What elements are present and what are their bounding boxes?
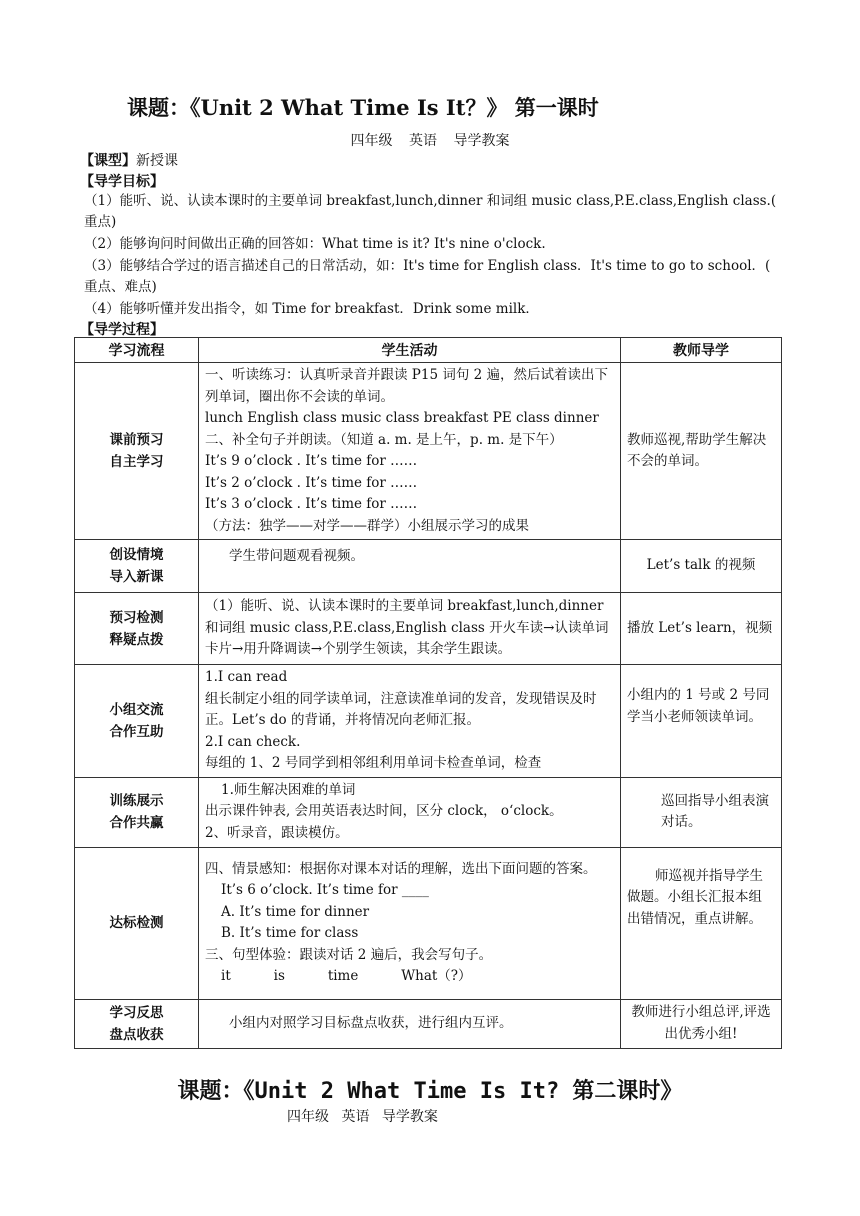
doc-type-label: 导学教案 — [381, 1109, 438, 1125]
activity-line: 2.I can check. — [205, 733, 301, 750]
activity-line: 一、听读练习：认真听录音并跟读 P15 词句 2 遍，然后试着读出下列单词，圈出你不会读的单词。 — [205, 367, 609, 405]
activity-line: It’s 2 o’clock . It’s time for …… — [205, 474, 418, 491]
activity-line: 出示课件钟表, 会用英语表达时间，区分 clock， o‘clock。 — [205, 803, 563, 820]
activity-line: It’s 6 o’clock. It’s time for ____ — [221, 882, 429, 898]
teacher-guide-cell: 小组内的 1 号或 2 号同学当小老师领读单词。 — [621, 665, 782, 778]
activity-line: 1.师生解决困难的单词 — [221, 781, 356, 798]
subtitle — [0, 130, 860, 150]
stage-line: 释疑点拨 — [109, 631, 164, 648]
header-teacher-guide: 教师导学 — [621, 338, 782, 363]
stage-line: 自主学习 — [109, 454, 164, 470]
activity-line: It’s 3 o’clock . It’s time for …… — [205, 496, 418, 512]
grade-label: 四年级 — [350, 133, 393, 149]
activity-line: 每组的 1、2 号同学到相邻组利用单词卡检查单词，检查 — [205, 755, 542, 771]
table-row — [75, 593, 782, 665]
activity-line: 2、听录音，跟读模仿。 — [205, 824, 349, 841]
table-row — [75, 665, 782, 778]
stage-cell — [75, 540, 199, 593]
stage-line: 预习检测 — [109, 609, 164, 626]
table-row — [75, 847, 782, 999]
activity-line: 学生带问题观看视频。 — [229, 548, 364, 564]
subject-label: 英语 — [409, 133, 437, 149]
table-row — [75, 999, 782, 1048]
teacher-guide-cell: 巡回指导小组表演对话。 — [621, 777, 782, 847]
student-activity-cell — [199, 665, 621, 778]
lesson-type-value: 新授课 — [136, 153, 178, 169]
goals-heading: 【导学目标】 — [80, 174, 164, 190]
grade-label: 四年级 — [287, 1109, 329, 1125]
lesson-type-label: 【课型】 — [80, 153, 136, 169]
stage-line: 小组交流 — [109, 701, 164, 718]
stage-line: 达标检测 — [109, 915, 164, 931]
stage-line: 创设情境 — [109, 547, 164, 563]
stage-cell — [75, 593, 199, 665]
stage-line: 盘点收获 — [109, 1026, 164, 1043]
student-activity-cell — [199, 540, 621, 593]
stage-line: 合作共赢 — [109, 815, 164, 831]
activity-line: lunch English class music class breakfast PE class dinner — [205, 410, 599, 426]
page-title — [127, 92, 599, 122]
header-stage: 学习流程 — [75, 338, 199, 363]
stage-cell — [75, 363, 199, 540]
lesson-type — [80, 150, 178, 170]
stage-line: 训练展示 — [109, 793, 164, 809]
header-student-activity: 学生活动 — [199, 338, 621, 363]
stage-line: 导入新课 — [109, 569, 164, 585]
student-activity-cell — [199, 999, 621, 1048]
activity-line: （方法：独学——对学——群学）小组展示学习的成果 — [205, 517, 529, 534]
stage-line: 课前预习 — [109, 432, 164, 448]
activity-line: （1）能听、说、认读本课时的主要单词 breakfast,lunch,dinner 和词组 music class,P.E.class,English class 开火车读→认读单词卡片→用升降调读→个别学生领读，其余学生跟读。 — [205, 598, 609, 658]
teacher-guide-cell: 播放 Let’s learn，视频 — [621, 593, 782, 665]
guide-table — [74, 337, 782, 1049]
student-activity-cell — [199, 593, 621, 665]
table-row — [75, 777, 782, 847]
stage-line: 学习反思 — [109, 1004, 164, 1021]
table-row — [75, 540, 782, 593]
activity-line: 四、情景感知：根据你对课本对话的理解，选出下面问题的答案。 — [205, 860, 597, 877]
activity-line: 二、补全句子并朗读。（知道 a. m. 是上午，p. m. 是下午） — [205, 431, 563, 448]
activity-line: It’s 9 o’clock . It’s time for …… — [205, 453, 418, 469]
activity-line: A. It’s time for dinner — [221, 903, 370, 920]
title-text: 课题：《Unit 2 What Time Is It？》 第一课时 — [127, 95, 599, 120]
teacher-guide-cell: 教师进行小组总评,评选出优秀小组! — [621, 999, 782, 1048]
stage-cell — [75, 847, 199, 999]
process-heading: 【导学过程】 — [80, 322, 164, 338]
activity-line: 1.I can read — [205, 669, 288, 685]
activity-line: B. It’s time for class — [221, 925, 359, 941]
teacher-guide-cell: 师巡视并指导学生做题。小组长汇报本组出错情况，重点讲解。 — [621, 847, 782, 999]
student-activity-cell — [199, 363, 621, 540]
goal-1: （1）能听、说、认读本课时的主要单词 breakfast,lunch,dinner 和词组 music class,P.E.class,English class.( 重点) — [84, 193, 777, 230]
activity-line: 三、句型体验：跟读对话 2 遍后，我会写句子。 — [205, 946, 493, 963]
table-row — [75, 363, 782, 540]
doc-type-label: 导学教案 — [453, 133, 510, 149]
stage-cell — [75, 777, 199, 847]
student-activity-cell — [199, 847, 621, 999]
goal-3: （3）能够结合学过的语言描述自己的日常活动，如：It's time for English class．It's time to go to school．( 重点、难点) — [84, 258, 771, 295]
stage-line: 合作互助 — [109, 723, 164, 740]
goal-2: （2）能够询问时间做出正确的回答如：What time is it? It's nine o'clock. — [84, 236, 546, 252]
activity-line: 小组内对照学习目标盘点收获，进行组内互评。 — [229, 1014, 513, 1031]
teacher-guide-cell: 教师巡视,帮助学生解决不会的单词。 — [621, 363, 782, 540]
second-subtitle — [287, 1106, 446, 1126]
table-header-row — [75, 338, 782, 363]
teacher-guide-cell: Let’s talk 的视频 — [621, 540, 782, 593]
stage-cell — [75, 999, 199, 1048]
activity-line: it is time What（?） — [221, 968, 472, 984]
stage-cell — [75, 665, 199, 778]
activity-line: 组长制定小组的同学读单词，注意读准单词的发音，发现错误及时正。Let’s do 的背诵，并将情况向老师汇报。 — [205, 690, 597, 728]
student-activity-cell — [199, 777, 621, 847]
second-lesson-title: 课题：《Unit 2 What Time Is It? 第二课时》 — [177, 1079, 683, 1104]
subject-label: 英语 — [341, 1109, 370, 1125]
goal-4: （4）能够听懂并发出指令，如 Time for breakfast．Drink some milk． — [84, 301, 539, 317]
